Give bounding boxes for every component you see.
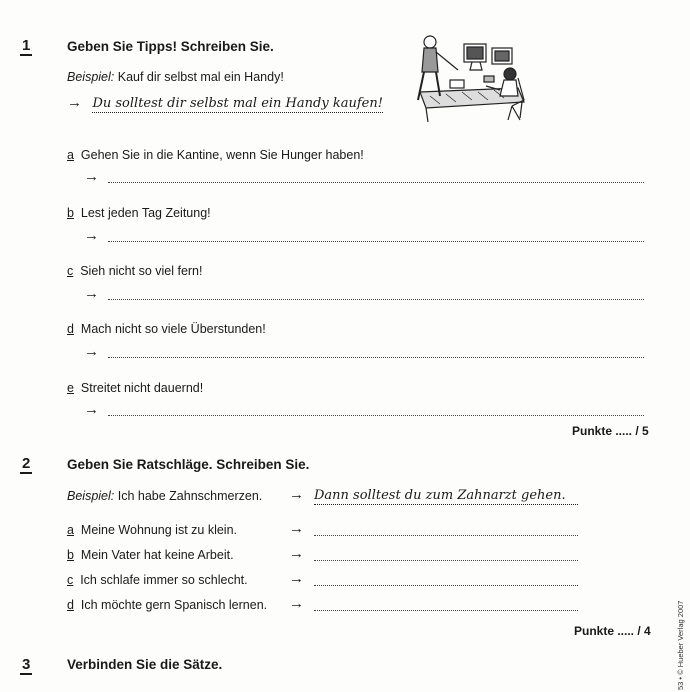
answer-line-2b[interactable] bbox=[314, 559, 578, 561]
answer-line-e[interactable] bbox=[108, 414, 644, 416]
list-item: b Mein Vater hat keine Arbeit. bbox=[67, 548, 234, 562]
exercise-1-points: Punkte ..... / 5 bbox=[572, 424, 649, 438]
arrow-icon: → bbox=[289, 520, 304, 537]
office-workers-illustration bbox=[400, 30, 532, 126]
arrow-icon: → bbox=[289, 570, 304, 587]
exercise-2-number: 2 bbox=[22, 455, 31, 472]
example-text: Kauf dir selbst mal ein Handy! bbox=[117, 70, 284, 84]
arrow-icon: → bbox=[289, 545, 304, 562]
list-item: d Mach nicht so viele Überstunden! bbox=[67, 322, 266, 336]
example-answer: Du solltest dir selbst mal ein Handy kaufen! bbox=[92, 96, 383, 111]
exercise-1-example bbox=[67, 70, 284, 84]
arrow-icon: → bbox=[84, 285, 99, 302]
arrow-icon: → bbox=[84, 168, 99, 185]
list-item: d Ich möchte gern Spanisch lernen. bbox=[67, 598, 268, 612]
exercise-3-title: Verbinden Sie die Sätze. bbox=[67, 657, 223, 672]
answer-line-2a[interactable] bbox=[314, 534, 578, 536]
answer-line-2c[interactable] bbox=[314, 584, 578, 586]
answer-line-c[interactable] bbox=[108, 298, 644, 300]
example-label: Beispiel: bbox=[67, 70, 115, 84]
list-item: a Meine Wohnung ist zu klein. bbox=[67, 523, 238, 537]
answer-line-b[interactable] bbox=[108, 240, 644, 242]
exercise-3-number: 3 bbox=[22, 656, 31, 673]
list-item: a Gehen Sie in die Kantine, wenn Sie Hunger haben! bbox=[67, 148, 364, 162]
example-label: Beispiel: bbox=[67, 489, 115, 503]
exercise-2-title: Geben Sie Ratschläge. Schreiben Sie. bbox=[67, 457, 310, 472]
arrow-icon: → bbox=[289, 486, 304, 503]
exercise-1-title: Geben Sie Tipps! Schreiben Sie. bbox=[67, 39, 274, 54]
exercise-2-example bbox=[67, 489, 262, 503]
answer-line-2d[interactable] bbox=[314, 609, 578, 611]
example-answer: Dann solltest du zum Zahnarzt gehen. bbox=[314, 488, 578, 505]
copyright-note: 53 • © Hueber Verlag 2007 bbox=[676, 600, 685, 690]
arrow-icon: → bbox=[84, 227, 99, 244]
arrow-icon: → bbox=[67, 94, 82, 111]
answer-line-a[interactable] bbox=[108, 181, 644, 183]
exercise-2-points: Punkte ..... / 4 bbox=[574, 624, 651, 638]
list-item: b Lest jeden Tag Zeitung! bbox=[67, 206, 211, 220]
exercise-1-number: 1 bbox=[22, 37, 31, 54]
example-text: Ich habe Zahnschmerzen. bbox=[117, 489, 263, 503]
exercise-1-example-answer-row bbox=[67, 94, 383, 112]
list-item: c Sieh nicht so viel fern! bbox=[67, 264, 203, 278]
arrow-icon: → bbox=[289, 595, 304, 612]
list-item: e Streitet nicht dauernd! bbox=[67, 381, 204, 395]
list-item: c Ich schlafe immer so schlecht. bbox=[67, 573, 248, 587]
answer-line-d[interactable] bbox=[108, 356, 644, 358]
arrow-icon: → bbox=[84, 401, 99, 418]
arrow-icon: → bbox=[84, 343, 99, 360]
